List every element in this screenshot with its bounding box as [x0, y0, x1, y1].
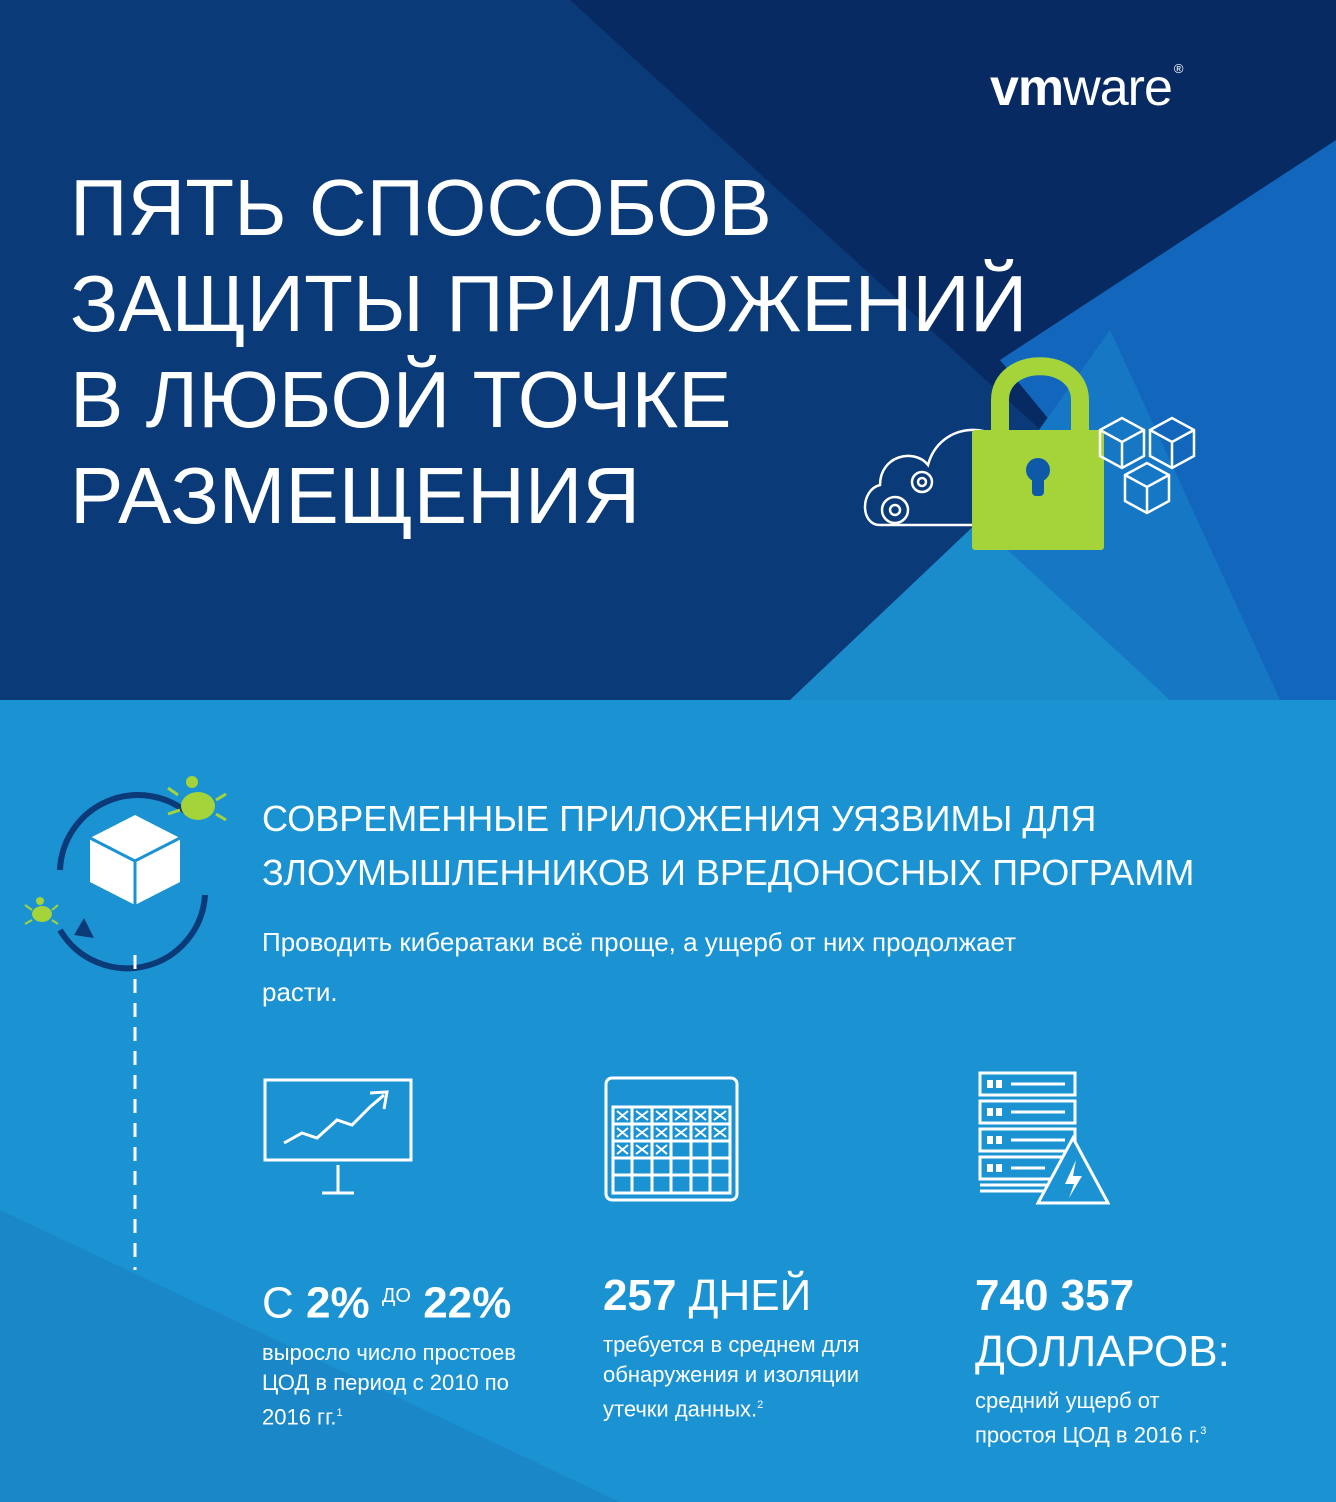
stat-unit: ДОЛЛАРОВ: — [975, 1327, 1230, 1376]
vmware-logo — [990, 59, 1183, 117]
stat-cost-desc — [975, 1386, 1235, 1450]
stat-downtime-desc — [262, 1338, 552, 1432]
stat-value: 257 — [603, 1271, 677, 1320]
stat-prefix: С — [262, 1278, 294, 1328]
stat-value: 740 357 — [975, 1271, 1135, 1320]
stat-mid: ДО — [381, 1285, 411, 1307]
stat-unit: ДНЕЙ — [688, 1271, 812, 1320]
padlock-icon — [972, 366, 1104, 550]
section-title — [262, 792, 1194, 900]
presentation-chart-icon — [262, 1075, 417, 1201]
bug-icon — [168, 776, 226, 820]
section-title-line-2: ЗЛОУМЫШЛЕННИКОВ И ВРЕДОНОСНЫХ ПРОГРАММ — [262, 852, 1195, 893]
section-title-line-1: СОВРЕМЕННЫЕ ПРИЛОЖЕНИЯ УЯЗВИМЫ ДЛЯ — [262, 798, 1097, 839]
calendar-icon — [603, 1075, 740, 1203]
footnote-ref: 2 — [757, 1399, 764, 1411]
stat-days-value — [603, 1268, 903, 1324]
title-line-4: РАЗМЕЩЕНИЯ — [70, 451, 641, 540]
stat-downtime-value — [262, 1268, 552, 1332]
logo-registered-mark: ® — [1173, 61, 1183, 76]
stat-cost — [975, 1268, 1235, 1450]
title-line-1: ПЯТЬ СПОСОБОВ — [70, 163, 772, 252]
footnote-ref: 1 — [336, 1406, 343, 1419]
stat-from: 2% — [306, 1278, 370, 1328]
section-subtitle: Проводить кибератаки всё проще, а ущерб от них продолжает расти. — [262, 927, 1017, 1007]
stat-desc-text: выросло число простоев ЦОД в период с 2010 по 2016 гг. — [262, 1339, 516, 1429]
bug-icon — [25, 897, 58, 924]
stat-desc-text: средний ущерб от простоя ЦОД в 2016 г. — [975, 1388, 1201, 1448]
logo-ware-text: ware — [1063, 59, 1172, 117]
stat-downtime — [262, 1268, 552, 1432]
logo-vm-text: vm — [990, 59, 1064, 117]
rotating-box-icon — [60, 795, 205, 968]
footnote-ref: 3 — [1200, 1425, 1207, 1437]
title-line-3: В ЛЮБОЙ ТОЧКЕ — [70, 355, 732, 444]
cubes-icon — [1100, 418, 1194, 513]
hero-illustration — [860, 350, 1220, 550]
timeline-graphic — [20, 770, 260, 1270]
stat-days-desc — [603, 1330, 903, 1424]
stat-days — [603, 1268, 903, 1424]
title-line-2: ЗАЩИТЫ ПРИЛОЖЕНИЙ — [70, 259, 1028, 348]
stat-cost-value — [975, 1268, 1235, 1380]
stat-to: 22% — [423, 1278, 512, 1328]
server-warning-icon — [975, 1068, 1110, 1208]
stat-desc-text: требуется в среднем для обнаружения и изоляции утечки данных. — [603, 1332, 860, 1422]
